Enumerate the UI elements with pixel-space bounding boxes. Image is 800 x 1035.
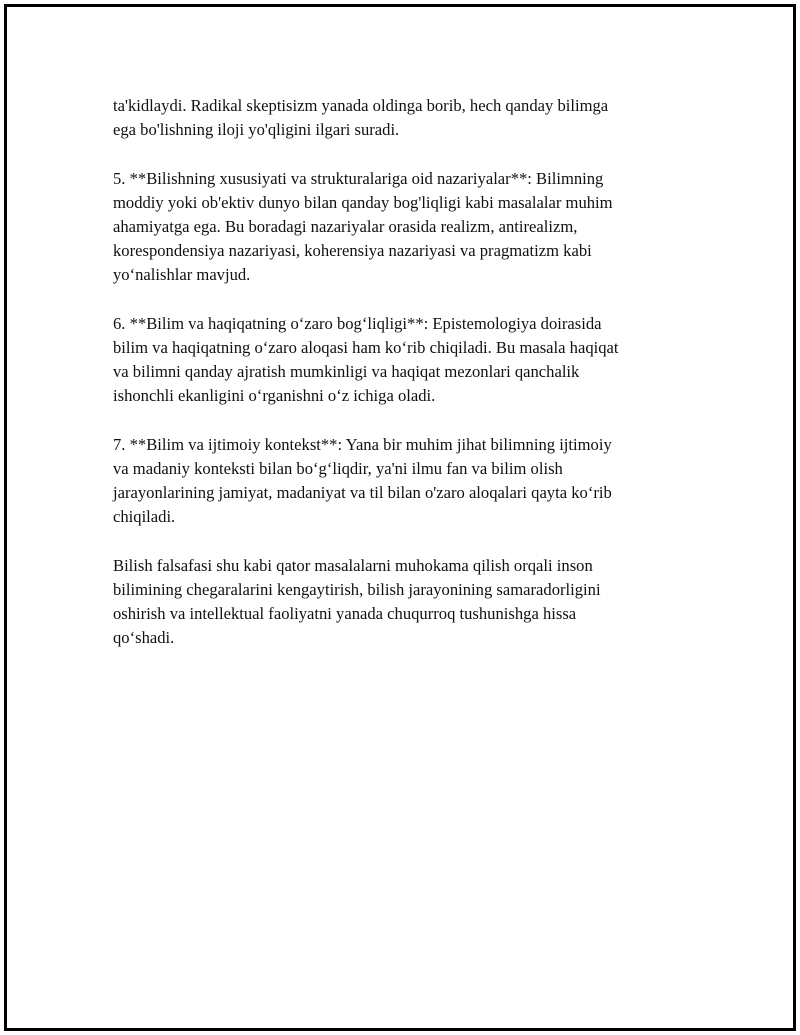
text-line: va bilimni qanday ajratish mumkinligi va haqiqat mezonlari qanchalik bbox=[113, 362, 580, 382]
text-line: 7. **Bilim va ijtimoiy kontekst**: Yana bir muhim jihat bilimning ijtimoiy bbox=[113, 434, 612, 454]
text-line: va madaniy konteksti bilan bo‘g‘liqdir, ya'ni ilmu fan va bilim olish bbox=[113, 459, 563, 478]
text-line: chiqiladi. bbox=[113, 507, 176, 527]
text-line: ahamiyatga ega. Bu boradagi nazariyalar orasida realizm, antirealizm, bbox=[113, 217, 578, 236]
text-line: moddiy yoki ob'ektiv dunyo bilan qanday bog'liqligi kabi masalalar muhim bbox=[113, 192, 613, 212]
paragraph-item-6 bbox=[113, 312, 703, 409]
text-line: bilimining chegaralarini kengaytirish, bilish jarayonining samaradorligini bbox=[113, 580, 601, 599]
text-line: ishonchli ekanligini o‘rganishni o‘z ichiga oladi. bbox=[113, 386, 436, 406]
text-line: 6. **Bilim va haqiqatning o‘zaro bog‘liqligi**: Epistemologiya doirasida bbox=[113, 313, 602, 333]
text-line: ta'kidlaydi. Radikal skeptisizm yanada oldinga borib, hech qanday bilimga bbox=[113, 96, 609, 115]
text-line: Bilish falsafasi shu kabi qator masalalarni muhokama qilish orqali inson bbox=[113, 555, 593, 575]
paragraph-item-7 bbox=[113, 433, 703, 530]
text-line: qo‘shadi. bbox=[113, 628, 175, 648]
text-line: 5. **Bilishning xususiyati va strukturalariga oid nazariyalar**: Bilimning bbox=[113, 168, 604, 188]
text-line: oshirish va intellektual faoliyatni yanada chuqurroq tushunishga hissa bbox=[113, 604, 577, 624]
paragraph-item-5 bbox=[113, 167, 703, 288]
paragraph-conclusion bbox=[113, 554, 703, 651]
text-line: korespondensiya nazariyasi, koherensiya nazariyasi va pragmatizm kabi bbox=[113, 241, 592, 261]
document-body bbox=[113, 94, 703, 675]
text-line: bilim va haqiqatning o‘zaro aloqasi ham ko‘rib chiqiladi. Bu masala haqiqat bbox=[113, 338, 619, 357]
paragraph-continuation bbox=[113, 94, 703, 142]
text-line: ega bo'lishning iloji yo'qligini ilgari suradi. bbox=[113, 120, 400, 140]
text-line: jarayonlarining jamiyat, madaniyat va til bilan o'zaro aloqalari qayta ko‘rib bbox=[113, 483, 612, 503]
text-line: yo‘nalishlar mavjud. bbox=[113, 265, 251, 285]
